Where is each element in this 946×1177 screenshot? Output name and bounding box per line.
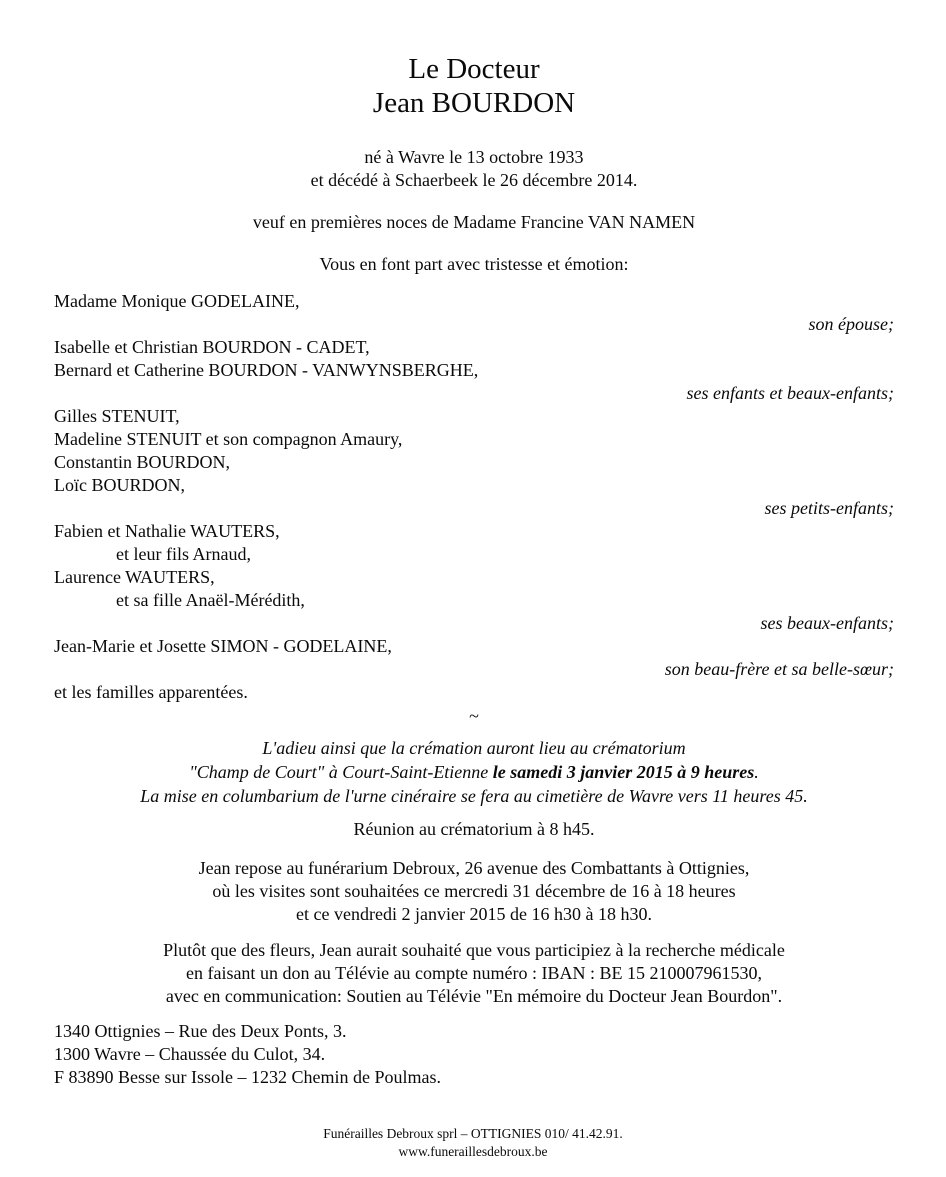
family-relation: ses enfants et beaux-enfants; — [686, 383, 894, 403]
ceremony-datetime: le samedi 3 janvier 2015 à 9 heures — [492, 762, 755, 782]
family-member: Bernard et Catherine BOURDON - VANWYNSBERGHE, — [54, 360, 479, 380]
funeral-home-line: Funérailles Debroux sprl – OTTIGNIES 010/ 41.42.91. — [323, 1126, 623, 1141]
meeting-line: Réunion au crématorium à 8 h45. — [353, 819, 595, 839]
family-relation: son beau-frère et sa belle-sœur; — [664, 659, 894, 679]
columbarium-line: La mise en columbarium de l'urne cinéraire se fera au cimetière de Wavre vers 11 heures 45. — [140, 786, 808, 806]
family-member: Laurence WAUTERS, — [54, 567, 215, 587]
family-member: Loïc BOURDON, — [54, 475, 185, 495]
announcement-line: Vous en font part avec tristesse et émotion: — [319, 254, 629, 274]
address-line: F 83890 Besse sur Issole – 1232 Chemin de Poulmas. — [54, 1067, 441, 1087]
family-member: Isabelle et Christian BOURDON - CADET, — [54, 337, 370, 357]
family-member: Jean-Marie et Josette SIMON - GODELAINE, — [54, 636, 392, 656]
address-list — [54, 1020, 894, 1089]
family-relation: ses beaux-enfants; — [760, 613, 894, 633]
family-list — [54, 290, 894, 704]
family-member: Constantin BOURDON, — [54, 452, 231, 472]
life-dates — [54, 146, 894, 192]
donation-line2: en faisant un don au Télévie au compte numéro : IBAN : BE 15 210007961530, — [185, 963, 763, 983]
family-member: et sa fille Anaël-Mérédith, — [116, 590, 305, 610]
ceremony-line2-period: . — [754, 762, 759, 782]
tilde-separator: ~ — [469, 706, 479, 726]
visitation-line3: et ce vendredi 2 janvier 2015 de 16 h30 à 18 h30. — [296, 904, 652, 924]
funeral-home-website: www.funeraillesdebroux.be — [398, 1144, 548, 1159]
address-line: 1340 Ottignies – Rue des Deux Ponts, 3. — [54, 1021, 347, 1041]
family-member: Madeline STENUIT et son compagnon Amaury, — [54, 429, 403, 449]
death-line: et décédé à Schaerbeek le 26 décembre 2014. — [310, 170, 638, 190]
family-closing: et les familles apparentées. — [54, 682, 248, 702]
visitation-details — [54, 857, 894, 926]
title-honorific: Le Docteur — [408, 53, 540, 85]
widower-line: veuf en premières noces de Madame Francine VAN NAMEN — [252, 212, 696, 232]
donation-line3: avec en communication: Soutien au Télévie "En mémoire du Docteur Jean Bourdon". — [165, 986, 783, 1006]
donation-details — [54, 939, 894, 1008]
birth-line: né à Wavre le 13 octobre 1933 — [364, 147, 584, 167]
family-member: Fabien et Nathalie WAUTERS, — [54, 521, 280, 541]
document-title — [54, 52, 894, 120]
family-relation: ses petits-enfants; — [764, 498, 894, 518]
family-member: Gilles STENUIT, — [54, 406, 180, 426]
funeral-home-footer — [0, 1125, 946, 1161]
family-member: et leur fils Arnaud, — [116, 544, 251, 564]
ceremony-details — [54, 736, 894, 808]
ceremony-line2 — [54, 760, 894, 784]
visitation-line1: Jean repose au funérarium Debroux, 26 avenue des Combattants à Ottignies, — [198, 858, 750, 878]
deceased-name: Jean BOURDON — [372, 87, 576, 119]
family-member: Madame Monique GODELAINE, — [54, 291, 300, 311]
family-relation: son épouse; — [808, 314, 894, 334]
ceremony-location: "Champ de Court" à Court-Saint-Etienne — [189, 762, 493, 782]
ceremony-line1: L'adieu ainsi que la crémation auront lieu au crématorium — [262, 738, 686, 758]
address-line: 1300 Wavre – Chaussée du Culot, 34. — [54, 1044, 326, 1064]
donation-line1: Plutôt que des fleurs, Jean aurait souhaité que vous participiez à la recherche médicale — [163, 940, 785, 960]
visitation-line2: où les visites sont souhaitées ce mercredi 31 décembre de 16 à 18 heures — [212, 881, 736, 901]
